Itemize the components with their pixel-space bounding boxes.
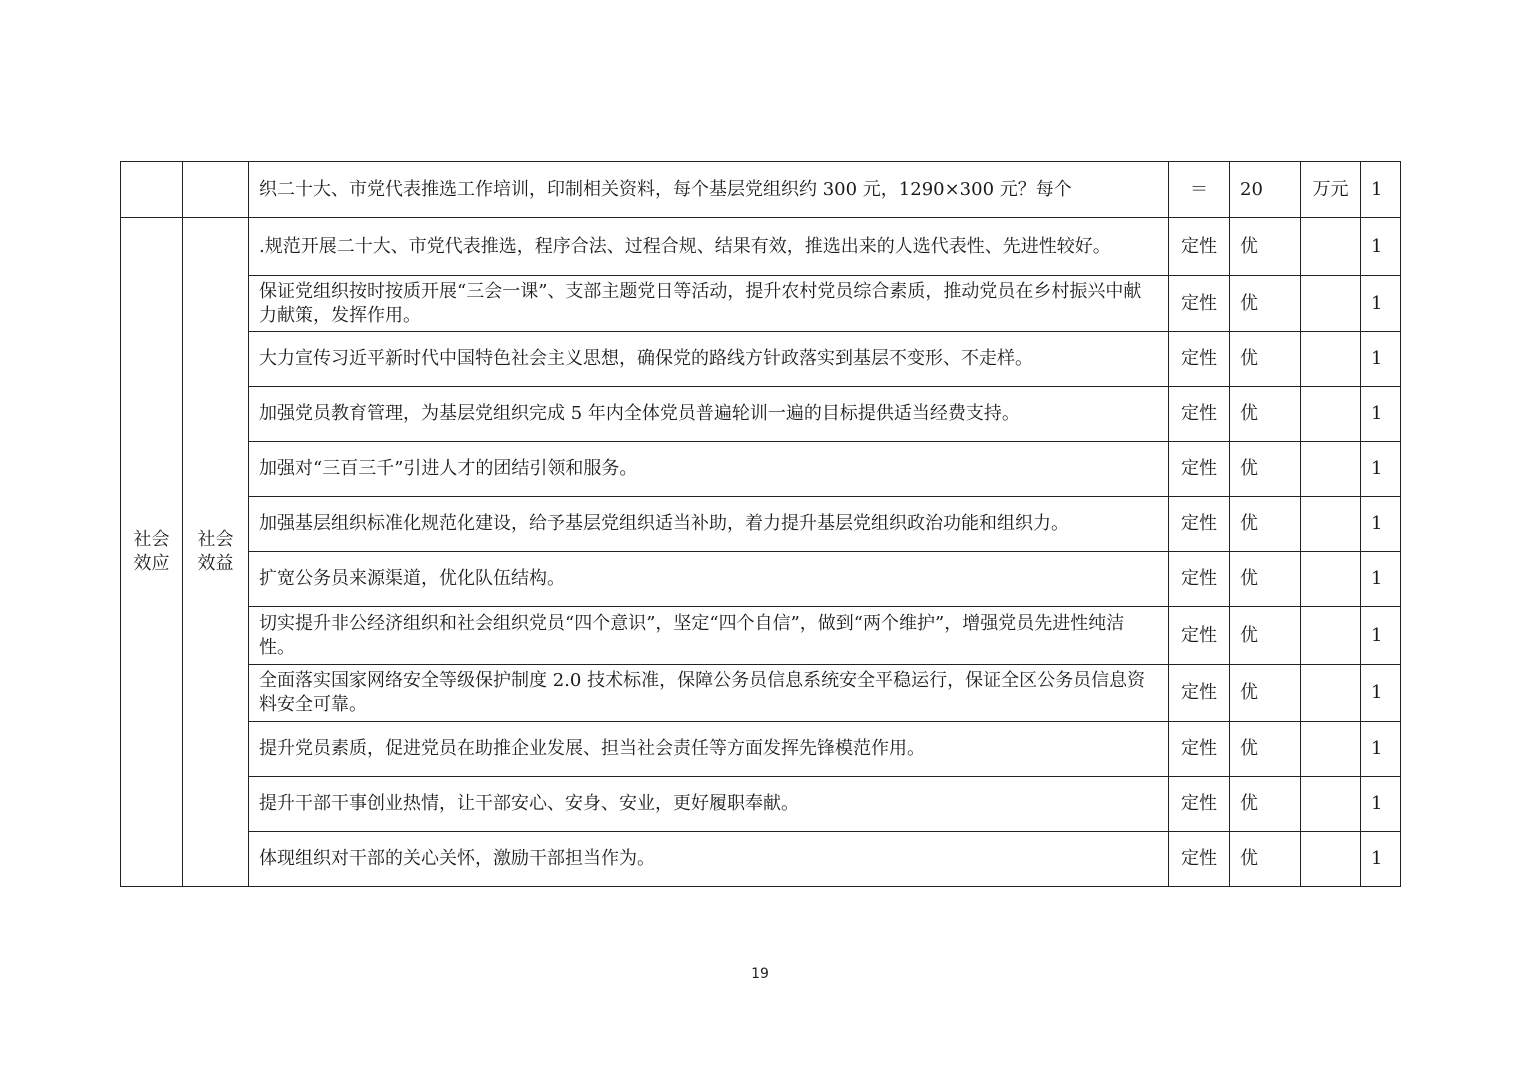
operator-cell: ＝ — [1169, 162, 1230, 218]
indicator-cell: 保证党组织按时按质开展“三会一课”、支部主题党日等活动，提升农村党员综合素质，推动党员在乡村振兴中献力献策，发挥作用。 — [249, 276, 1169, 332]
level1-cell — [121, 162, 183, 218]
level2-category-text: 效益 — [197, 553, 234, 574]
table-row — [121, 832, 1401, 887]
indicator-cell: 体现组织对干部的关心关怀，激励干部担当作为。 — [249, 832, 1169, 887]
indicator-cell: 全面落实国家网络安全等级保护制度 2.0 技术标准，保障公务员信息系统安全平稳运行，保证全区公务员信息资料安全可靠。 — [249, 665, 1169, 722]
unit-cell — [1301, 218, 1361, 276]
operator-cell: 定性 — [1169, 387, 1230, 442]
indicator-cell: 扩宽公务员来源渠道，优化队伍结构。 — [249, 552, 1169, 607]
weight-cell: 1 — [1361, 276, 1401, 332]
value-cell: 优 — [1230, 276, 1301, 332]
weight-cell: 1 — [1361, 442, 1401, 497]
operator-cell: 定性 — [1169, 832, 1230, 887]
operator-cell: 定性 — [1169, 722, 1230, 777]
indicator-cell: 切实提升非公经济组织和社会组织党员“四个意识”，坚定“四个自信”，做到“两个维护”，增强党员先进性纯洁性。 — [249, 607, 1169, 665]
level1-category-text: 效应 — [133, 553, 170, 574]
level2-category-text: 社会 — [197, 529, 234, 550]
table-row — [121, 332, 1401, 387]
indicator-cell: 加强基层组织标准化规范化建设，给予基层党组织适当补助，着力提升基层党组织政治功能和组织力。 — [249, 497, 1169, 552]
indicator-cell: 提升干部干事创业热情，让干部安心、安身、安业，更好履职奉献。 — [249, 777, 1169, 832]
indicator-cell: 织二十大、市党代表推选工作培训，印制相关资料，每个基层党组织约 300 元，1290×300 元？每个 — [249, 162, 1169, 218]
indicator-cell: 提升党员素质，促进党员在助推企业发展、担当社会责任等方面发挥先锋模范作用。 — [249, 722, 1169, 777]
table-row — [121, 218, 1401, 276]
level2-cell — [183, 162, 249, 218]
value-cell: 优 — [1230, 442, 1301, 497]
table-row — [121, 497, 1401, 552]
operator-cell: 定性 — [1169, 276, 1230, 332]
weight-cell: 1 — [1361, 332, 1401, 387]
unit-cell — [1301, 442, 1361, 497]
weight-cell: 1 — [1361, 832, 1401, 887]
weight-cell: 1 — [1361, 777, 1401, 832]
operator-cell: 定性 — [1169, 777, 1230, 832]
level1-category-cell — [121, 218, 183, 887]
table-row — [121, 722, 1401, 777]
performance-indicator-table — [120, 161, 1401, 887]
unit-cell — [1301, 387, 1361, 442]
unit-cell — [1301, 777, 1361, 832]
weight-cell: 1 — [1361, 497, 1401, 552]
table-row — [121, 162, 1401, 218]
value-cell: 优 — [1230, 722, 1301, 777]
table-row — [121, 442, 1401, 497]
weight-cell: 1 — [1361, 607, 1401, 665]
value-cell: 20 — [1230, 162, 1301, 218]
value-cell: 优 — [1230, 832, 1301, 887]
table-row — [121, 276, 1401, 332]
value-cell: 优 — [1230, 607, 1301, 665]
weight-cell: 1 — [1361, 387, 1401, 442]
value-cell: 优 — [1230, 665, 1301, 722]
table-row — [121, 552, 1401, 607]
table-body — [121, 162, 1401, 887]
table-row — [121, 607, 1401, 665]
indicator-cell: 加强党员教育管理，为基层党组织完成 5 年内全体党员普遍轮训一遍的目标提供适当经费支持。 — [249, 387, 1169, 442]
unit-cell — [1301, 665, 1361, 722]
unit-cell — [1301, 552, 1361, 607]
unit-cell — [1301, 607, 1361, 665]
page-number: 19 — [751, 966, 769, 982]
indicator-cell: 加强对“三百三千”引进人才的团结引领和服务。 — [249, 442, 1169, 497]
weight-cell: 1 — [1361, 162, 1401, 218]
unit-cell — [1301, 497, 1361, 552]
unit-cell — [1301, 276, 1361, 332]
level2-category-cell — [183, 218, 249, 887]
operator-cell: 定性 — [1169, 497, 1230, 552]
operator-cell: 定性 — [1169, 665, 1230, 722]
operator-cell: 定性 — [1169, 552, 1230, 607]
table-row — [121, 665, 1401, 722]
value-cell: 优 — [1230, 497, 1301, 552]
unit-cell — [1301, 832, 1361, 887]
value-cell: 优 — [1230, 777, 1301, 832]
operator-cell: 定性 — [1169, 218, 1230, 276]
operator-cell: 定性 — [1169, 607, 1230, 665]
value-cell: 优 — [1230, 387, 1301, 442]
operator-cell: 定性 — [1169, 442, 1230, 497]
unit-cell — [1301, 332, 1361, 387]
unit-cell: 万元 — [1301, 162, 1361, 218]
value-cell: 优 — [1230, 552, 1301, 607]
indicator-cell: 大力宣传习近平新时代中国特色社会主义思想，确保党的路线方针政落实到基层不变形、不走样。 — [249, 332, 1169, 387]
weight-cell: 1 — [1361, 552, 1401, 607]
operator-cell: 定性 — [1169, 332, 1230, 387]
unit-cell — [1301, 722, 1361, 777]
weight-cell: 1 — [1361, 218, 1401, 276]
weight-cell: 1 — [1361, 722, 1401, 777]
value-cell: 优 — [1230, 218, 1301, 276]
table-row — [121, 387, 1401, 442]
value-cell: 优 — [1230, 332, 1301, 387]
table-row — [121, 777, 1401, 832]
level1-category-text: 社会 — [133, 529, 170, 550]
weight-cell: 1 — [1361, 665, 1401, 722]
indicator-cell: .规范开展二十大、市党代表推选，程序合法、过程合规、结果有效，推选出来的人选代表性、先进性较好。 — [249, 218, 1169, 276]
